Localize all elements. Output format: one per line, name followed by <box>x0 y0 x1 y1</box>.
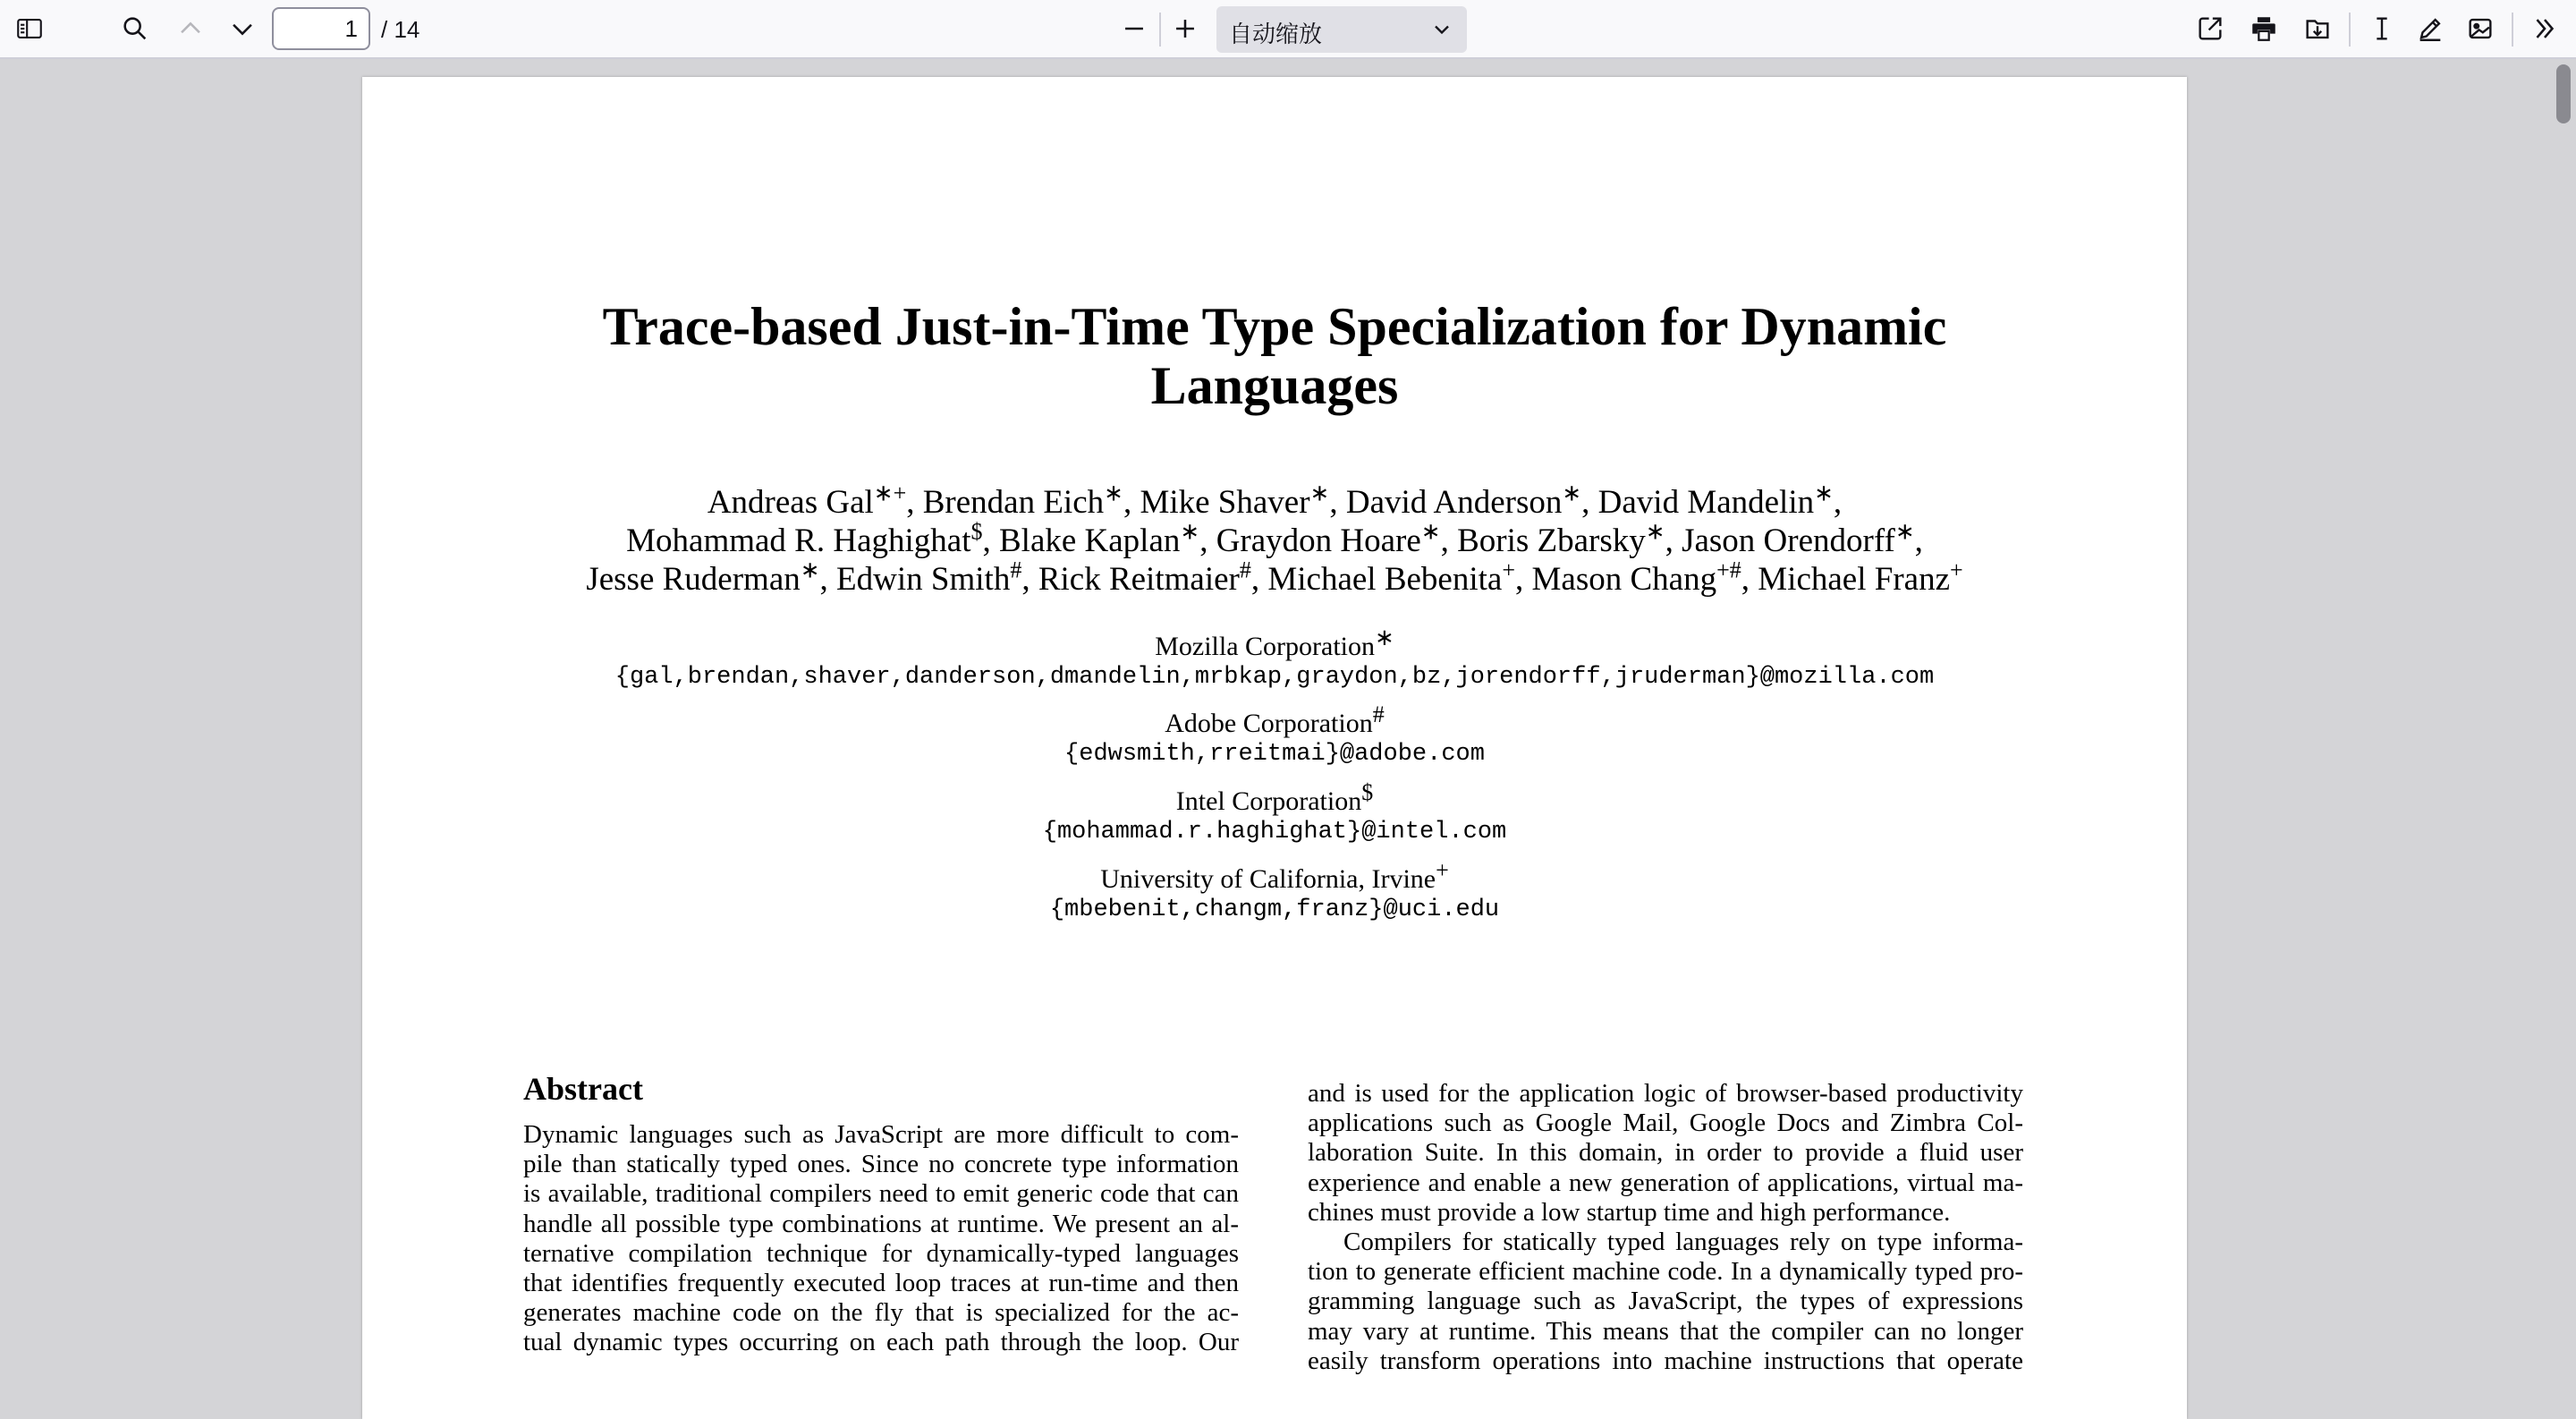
author-name: David Mandelin <box>1597 484 1815 521</box>
affiliation-name: Adobe Corporation <box>1165 709 1373 738</box>
affiliation-name: Intel Corporation <box>1175 786 1362 816</box>
zoom-in-button[interactable] <box>1165 8 1206 49</box>
pen-icon <box>2415 13 2445 44</box>
previous-page-button[interactable] <box>170 8 211 49</box>
chevron-down-icon <box>227 13 258 44</box>
affiliation-email: {mbebenit,changm,franz}@uci.edu <box>1049 896 1500 923</box>
text-tool-button[interactable] <box>2361 8 2402 49</box>
save-button[interactable] <box>2297 8 2338 49</box>
document-viewer[interactable] <box>0 59 2576 1375</box>
image-icon <box>2465 13 2496 44</box>
pdf-page <box>362 77 2187 1419</box>
author-name: Michael Franz <box>1758 561 1950 598</box>
author-separator: , <box>906 484 923 521</box>
zoom-select-value: 自动缩放 <box>1229 21 1323 48</box>
page-number-input[interactable] <box>272 7 370 50</box>
author-separator: , <box>982 523 999 559</box>
author-affiliation-mark: ∗ <box>1814 480 1834 506</box>
author-name: Rick Reitmaier <box>1038 561 1240 598</box>
author-affiliation-mark: # <box>1239 557 1251 583</box>
right-column-text: and is used for the application logic of browser-based productivity applications such as Google Mail, Google Docs and Zimbra Col- laboration Suite. In this domain, in order to provide a fluid user experience and enable a new generation of applications, virtual ma- chines must provide a low startup time and high performance. Compilers for statically typed languages rely on type informa- tion to generate efficient machine code. In a dynamically typed pro- gramming language such as JavaScript, the types of expressions may vary at runtime. This means that the compiler can no longer easily transform operations into machine instructions that operate <box>1308 1079 2023 1375</box>
author-affiliation-mark: ∗ <box>1104 480 1123 506</box>
affiliation-name: Mozilla Corporation <box>1155 632 1375 661</box>
affiliation-block: Adobe Corporation# {edwsmith,rreitmai}@adobe.com <box>362 709 2187 769</box>
author-separator: , <box>1581 484 1598 521</box>
add-image-button[interactable] <box>2460 8 2501 49</box>
toolbar-divider <box>2349 13 2351 47</box>
author-name: Graydon Hoare <box>1216 523 1421 559</box>
chevron-down-icon <box>1429 17 1454 42</box>
author-list <box>362 480 2187 599</box>
open-in-app-button[interactable] <box>2190 8 2231 49</box>
affiliation-email: {mohammad.r.haghighat}@intel.com <box>1042 819 1507 845</box>
external-link-icon <box>2195 13 2225 44</box>
toolbar-divider <box>2512 13 2513 47</box>
author-affiliation-mark: + <box>1950 557 1963 583</box>
zoom-select[interactable] <box>1216 6 1467 53</box>
next-page-button[interactable] <box>222 8 263 49</box>
left-column-text: Dynamic languages such as JavaScript are more difficult to com- pile than statically typed ones. Since no concrete type information is available, traditional compilers need to emit generic code that can handle all possible type combinations at runtime. We present an al- ternative compilation technique for dynamically-typed languages that identifies frequently executed loop traces at run-time and then generates machine code on the fly that is specialized for the ac- tual dynamic types occurring on each path through the loop. Our <box>523 1120 1239 1357</box>
author-affiliation-mark: + <box>1502 557 1516 583</box>
tools-menu-button[interactable] <box>2524 8 2565 49</box>
author-separator: , <box>1833 484 1843 521</box>
author-name: Michael Bebenita <box>1267 561 1503 598</box>
affiliation-block: University of California, Irvine+ {mbebenit,changm,franz}@uci.edu <box>362 864 2187 925</box>
sidebar-icon <box>14 13 45 44</box>
author-separator: , <box>1515 561 1532 598</box>
find-button[interactable] <box>114 8 156 49</box>
author-separator: , <box>1021 561 1038 598</box>
author-name: Andreas Gal <box>707 484 874 521</box>
double-chevron-right-icon <box>2529 13 2560 44</box>
pdf-toolbar <box>0 0 2576 59</box>
affiliation-block: Mozilla Corporation∗ {gal,brendan,shaver,danderson,dmandelin,mrbkap,graydon,bz,jorendorff,jruderman}@mozilla.com <box>362 632 2187 693</box>
scrollbar-thumb[interactable] <box>2556 64 2571 123</box>
author-separator: , <box>1665 523 1682 559</box>
chevron-up-icon <box>175 13 206 44</box>
paper-title: Trace-based Just-in-Time Type Specialization for Dynamic Languages <box>602 297 1947 415</box>
author-name: Mohammad R. Haghighat <box>626 523 971 559</box>
author-affiliation-mark: ∗ <box>800 557 820 583</box>
author-separator: , <box>1123 484 1140 521</box>
author-separator: , <box>1741 561 1758 598</box>
author-affiliation-mark: $ <box>970 518 983 545</box>
author-separator: , <box>1250 561 1268 598</box>
author-name: Blake Kaplan <box>998 523 1181 559</box>
vertical-scrollbar[interactable] <box>2551 59 2576 1364</box>
zoom-out-button[interactable] <box>1114 8 1155 49</box>
sidebar-toggle-button[interactable] <box>9 8 50 49</box>
minus-icon <box>1119 13 1149 44</box>
author-name: Mason Chang <box>1531 561 1717 598</box>
author-separator: , <box>1440 523 1458 559</box>
print-button[interactable] <box>2243 8 2284 49</box>
search-icon <box>120 13 150 44</box>
author-affiliation-mark: # <box>1010 557 1022 583</box>
affiliation-block: Intel Corporation$ {mohammad.r.haghighat}@intel.com <box>362 786 2187 847</box>
author-affiliation-mark: ∗+ <box>873 480 907 506</box>
author-name: Mike Shaver <box>1140 484 1310 521</box>
abstract-heading: Abstract <box>523 1071 643 1107</box>
draw-tool-button[interactable] <box>2410 8 2451 49</box>
affiliation-email: {edwsmith,rreitmai}@adobe.com <box>1064 741 1485 768</box>
author-line <box>362 480 2187 522</box>
author-separator: , <box>1199 523 1216 559</box>
author-line <box>362 557 2187 599</box>
affiliation-name: University of California, Irvine <box>1100 864 1436 894</box>
printer-icon <box>2249 13 2279 44</box>
author-name: Jesse Ruderman <box>586 561 801 598</box>
author-name: Jason Orendorff <box>1682 523 1895 559</box>
author-affiliation-mark: +# <box>1716 557 1741 583</box>
author-line <box>362 518 2187 560</box>
author-affiliation-mark: ∗ <box>1645 518 1665 545</box>
author-separator: , <box>819 561 837 598</box>
author-separator: , <box>1329 484 1346 521</box>
author-affiliation-mark: ∗ <box>1894 518 1915 545</box>
affiliation-email: {gal,brendan,shaver,danderson,dmandelin,mrbkap,graydon,bz,jorendorff,jruderman}@mozilla.com <box>614 664 1935 691</box>
author-affiliation-mark: ∗ <box>1180 518 1200 545</box>
author-name: Brendan Eich <box>922 484 1105 521</box>
author-affiliation-mark: ∗ <box>1309 480 1330 506</box>
download-icon <box>2302 13 2333 44</box>
author-affiliation-mark: ∗ <box>1420 518 1441 545</box>
plus-icon <box>1170 13 1200 44</box>
author-separator: , <box>1914 523 1923 559</box>
author-name: David Anderson <box>1345 484 1563 521</box>
toolbar-divider <box>1159 13 1161 47</box>
text-cursor-icon <box>2367 13 2397 44</box>
author-name: Boris Zbarsky <box>1457 523 1646 559</box>
author-name: Edwin Smith <box>836 561 1011 598</box>
page-count: / 14 <box>381 16 420 43</box>
author-affiliation-mark: ∗ <box>1562 480 1582 506</box>
